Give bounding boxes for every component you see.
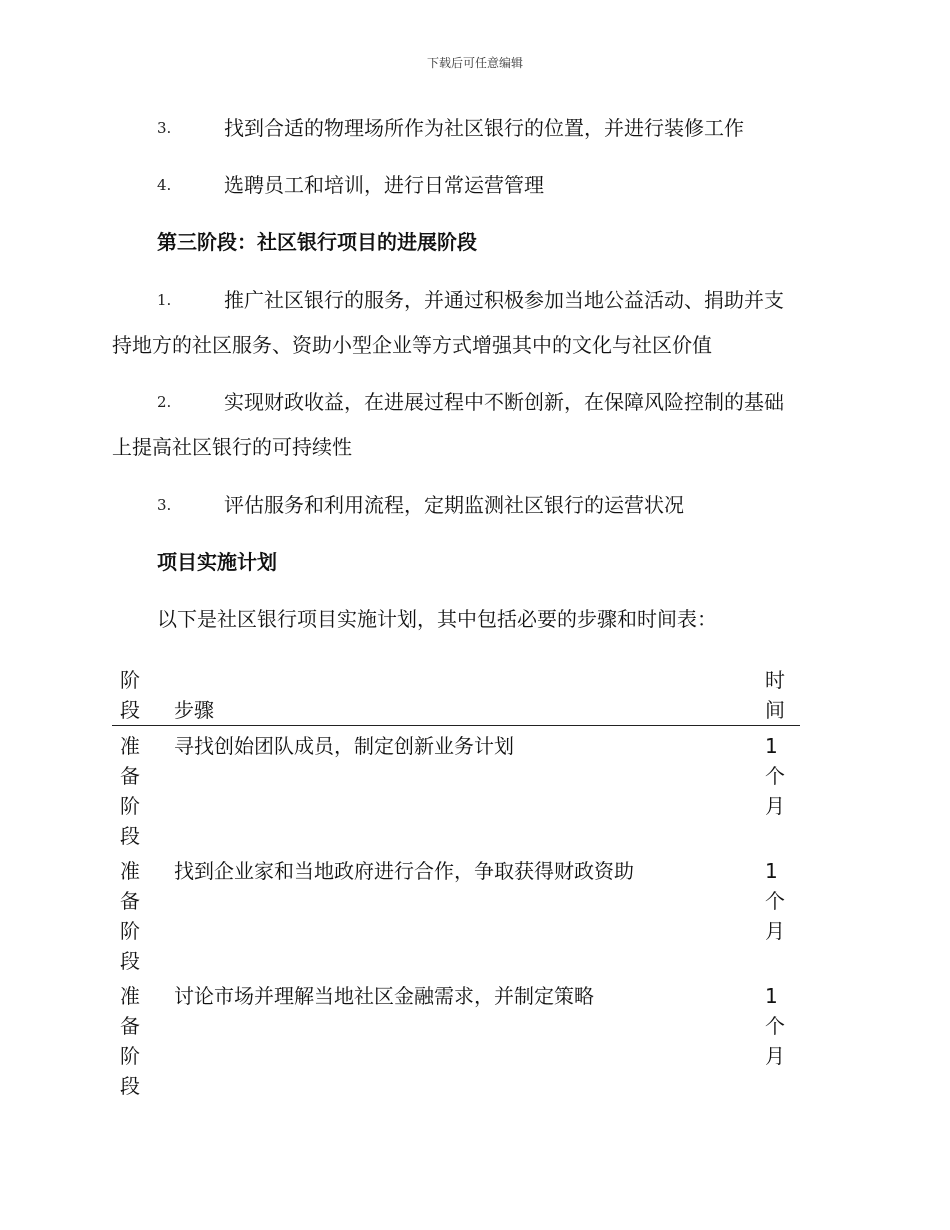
header-step: 步骤: [174, 698, 214, 722]
cell-char: 个: [765, 1014, 785, 1038]
schedule-table: [112, 665, 800, 1101]
section-heading: 第三阶段：社区银行项目的进展阶段: [157, 230, 477, 254]
page-header: 下载后可任意编辑: [426, 56, 523, 70]
item-text-continuation: 持地方的社区服务、资助小型企业等方式增强其中的文化与社区价值: [112, 333, 712, 357]
item-text: 找到合适的物理场所作为社区银行的位置，并进行装修工作: [224, 116, 744, 140]
row-time: [765, 856, 793, 946]
table-row: [112, 726, 800, 851]
item-text: 选聘员工和培训，进行日常运营管理: [224, 173, 544, 197]
cell-char: 月: [765, 919, 785, 943]
cell-char: 准: [120, 984, 140, 1008]
row-step: 寻找创始团队成员，制定创新业务计划: [174, 734, 514, 758]
cell-char: 段: [120, 1074, 140, 1098]
cell-char: 备: [120, 764, 140, 788]
row-step: 讨论市场并理解当地社区金融需求，并制定策略: [174, 984, 594, 1008]
item-number: 2.: [157, 393, 172, 411]
section-heading: 项目实施计划: [157, 550, 277, 574]
table-row: [112, 851, 800, 976]
cell-char: 1: [765, 859, 778, 883]
cell-char: 月: [765, 1044, 785, 1068]
cell-char: 阶: [120, 919, 140, 943]
row-time: [765, 731, 793, 821]
cell-char: 月: [765, 794, 785, 818]
cell-char: 准: [120, 859, 140, 883]
cell-char: 1: [765, 984, 778, 1008]
header-stage: [120, 665, 150, 725]
cell-char: 阶: [120, 668, 140, 692]
header-time: [765, 665, 793, 725]
intro-paragraph: 以下是社区银行项目实施计划，其中包括必要的步骤和时间表：: [157, 607, 717, 631]
row-step: 找到企业家和当地政府进行合作，争取获得财政资助: [174, 859, 634, 883]
cell-char: 阶: [120, 794, 140, 818]
cell-char: 备: [120, 1014, 140, 1038]
cell-char: 1: [765, 734, 778, 758]
row-time: [765, 981, 793, 1071]
item-text: 评估服务和利用流程，定期监测社区银行的运营状况: [224, 493, 684, 517]
cell-char: 段: [120, 698, 140, 722]
cell-char: 阶: [120, 1044, 140, 1068]
table-header-row: [112, 665, 800, 726]
item-number: 4.: [157, 176, 172, 194]
cell-char: 段: [120, 824, 140, 848]
item-number: 3.: [157, 119, 172, 137]
item-text: 推广社区银行的服务，并通过积极参加当地公益活动、捐助并支: [224, 288, 784, 312]
item-number: 3.: [157, 496, 172, 514]
cell-char: 准: [120, 734, 140, 758]
row-stage: [120, 856, 150, 976]
cell-char: 间: [765, 698, 785, 722]
item-text: 实现财政收益，在进展过程中不断创新，在保障风险控制的基础: [224, 390, 784, 414]
cell-char: 时: [765, 668, 785, 692]
item-number: 1.: [157, 291, 172, 309]
cell-char: 备: [120, 889, 140, 913]
row-stage: [120, 981, 150, 1101]
cell-char: 个: [765, 764, 785, 788]
item-text-continuation: 上提高社区银行的可持续性: [112, 435, 352, 459]
cell-char: 个: [765, 889, 785, 913]
table-row: [112, 976, 800, 1101]
cell-char: 段: [120, 949, 140, 973]
row-stage: [120, 731, 150, 851]
